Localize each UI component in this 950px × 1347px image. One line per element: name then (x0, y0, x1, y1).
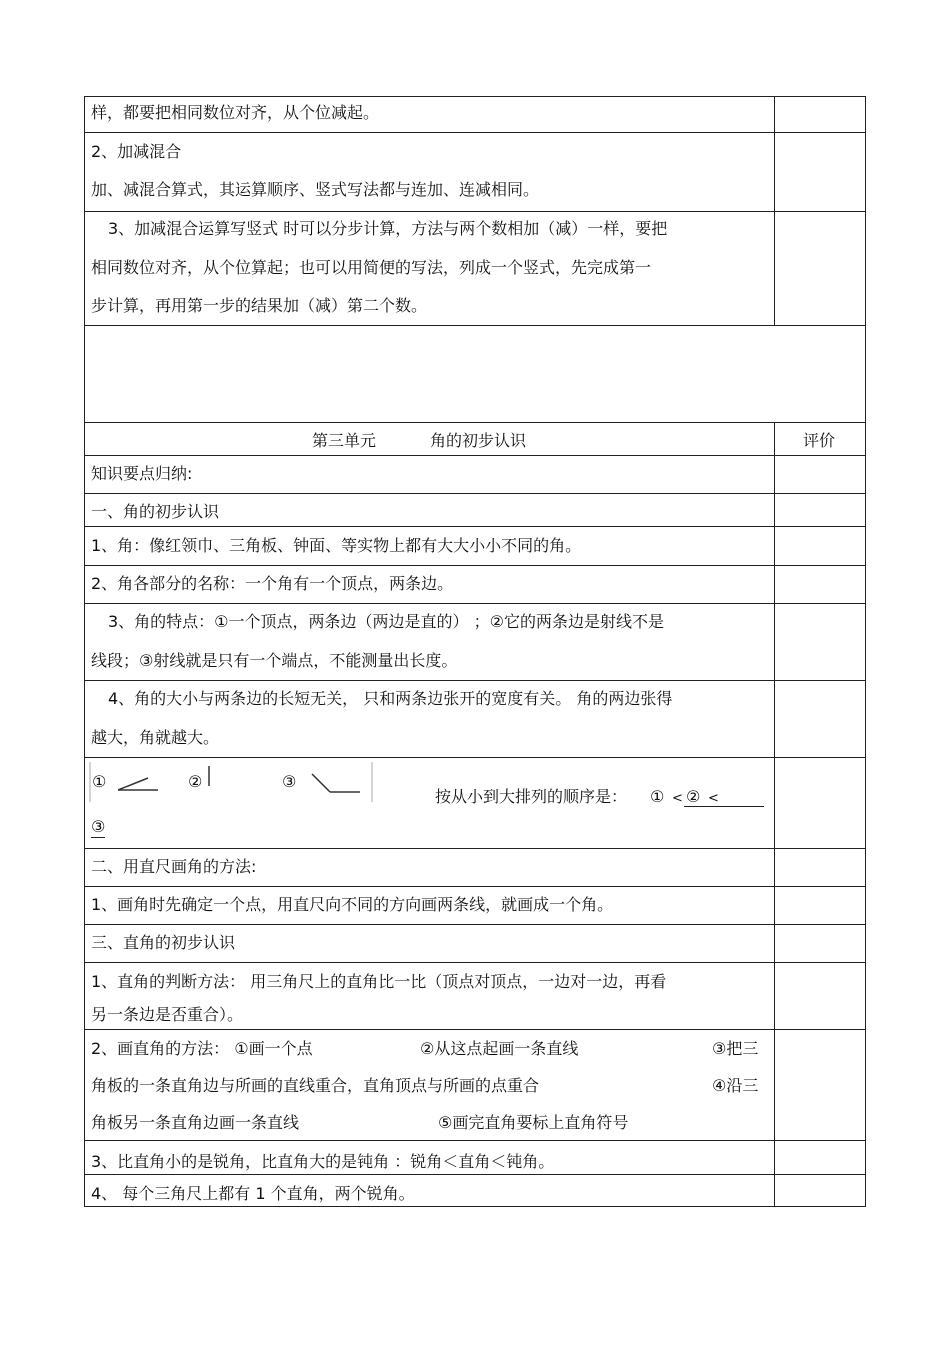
angle-figure (88, 760, 378, 804)
table-border (774, 96, 775, 326)
angle-3-ray (312, 774, 330, 792)
section-heading: 三、直角的初步认识 (91, 933, 236, 952)
unit-title: 角的初步认识 (430, 431, 527, 450)
table-border (84, 132, 866, 133)
table-row-text: ③把三 (712, 1039, 759, 1058)
table-border (84, 924, 866, 925)
order-first: ① (650, 787, 665, 806)
table-row-text: 1、直角的判断方法： 用三角尺上的直角比一比（顶点对顶点，一边对一边，再看 (91, 972, 667, 991)
less-than-sign: < (708, 791, 719, 806)
angle-2-label: ② (188, 772, 203, 791)
table-row-text: 1、角：像红领巾、三角板、钟面、等实物上都有大大小小不同的角。 (91, 536, 582, 555)
table-row-text: 样，都要把相同数位对齐，从个位减起。 (91, 103, 380, 122)
table-border (865, 96, 866, 423)
table-border (84, 526, 866, 527)
table-row-text: 相同数位对齐，从个位算起；也可以用简便的写法，列成一个竖式，先完成第一 (91, 258, 652, 277)
table-row-text: 加、减混合算式，其运算顺序、竖式写法都与连加、连减相同。 (91, 180, 540, 199)
less-than-sign: < (672, 791, 683, 806)
section-heading: 二、用直尺画角的方法: (91, 857, 257, 876)
table-border (84, 848, 866, 849)
angle-figure-drawing (88, 760, 378, 804)
table-border (84, 1206, 866, 1207)
table-row-text: 另一条边是否重合）。 (91, 1005, 244, 1024)
angle-3-label: ③ (282, 772, 297, 791)
table-border (84, 680, 866, 681)
table-row-text: 2、画直角的方法： ①画一个点 (91, 1039, 313, 1058)
table-border (84, 1174, 866, 1175)
table-border (865, 422, 866, 1207)
table-row-text: 4、 每个三角尺上都有 1 个直角，两个锐角。 (91, 1184, 415, 1203)
table-border (84, 422, 85, 1207)
answer-blank (684, 787, 764, 807)
table-border (84, 603, 866, 604)
table-border (84, 493, 866, 494)
table-border (84, 565, 866, 566)
table-border (84, 96, 866, 97)
unit-label: 第三单元 (312, 431, 377, 450)
table-row-text: ②从这点起画一条直线 (420, 1039, 579, 1058)
table-border (84, 1140, 866, 1141)
table-border (84, 422, 866, 423)
table-border (774, 422, 775, 1207)
table-row-text: 3、比直角小的是锐角，比直角大的是钝角 ：锐角＜直角＜钝角。 (91, 1152, 555, 1171)
order-third: ③ (91, 817, 106, 836)
table-row-text: 越大，角就越大。 (91, 728, 220, 747)
angle-1-ray (118, 778, 148, 790)
table-border (84, 211, 866, 212)
order-question: 按从小到大排列的顺序是： (435, 787, 628, 806)
table-row-text: 2、角各部分的名称：一个角有一个顶点，两条边。 (91, 574, 454, 593)
table-border (84, 325, 866, 326)
section-heading: 一、角的初步认识 (91, 502, 220, 521)
table-border (84, 96, 85, 423)
table-border (84, 886, 866, 887)
table-row-text: ⑤画完直角要标上直角符号 (438, 1113, 629, 1132)
table-row-text: 线段；③射线就是只有一个端点，不能测量出长度。 (91, 651, 458, 670)
table-border (84, 455, 866, 456)
table-row-text: 步计算，再用第一步的结果加（减）第二个数。 (91, 296, 428, 315)
table-row-text: ④沿三 (712, 1076, 759, 1095)
table-border (84, 962, 866, 963)
table-row-text: 3、角的特点：①一个顶点，两条边（两边是直的） ；②它的两条边是射线不是 (108, 612, 664, 631)
table-border (84, 1029, 866, 1030)
summary-heading: 知识要点归纳: (91, 464, 193, 483)
table-border (84, 757, 866, 758)
angle-1-label: ① (92, 772, 107, 791)
order-second: ② (686, 787, 701, 806)
evaluation-header: 评价 (803, 431, 836, 450)
table-row-text: 角板的一条直角边与所画的直线重合，直角顶点与所画的点重合 (91, 1076, 540, 1095)
table-row-text: 角板另一条直角边画一条直线 (91, 1113, 300, 1132)
section-heading: 2、加减混合 (91, 142, 182, 161)
table-row-text: 4、角的大小与两条边的长短无关， 只和两条边张开的宽度有关。 角的两边张得 (108, 689, 673, 708)
table-row-text: 3、加减混合运算写竖式 时可以分步计算，方法与两个数相加（减）一样，要把 (108, 219, 668, 238)
table-row-text: 1、画角时先确定一个点，用直尺向不同的方向画两条线，就画成一个角。 (91, 895, 614, 914)
